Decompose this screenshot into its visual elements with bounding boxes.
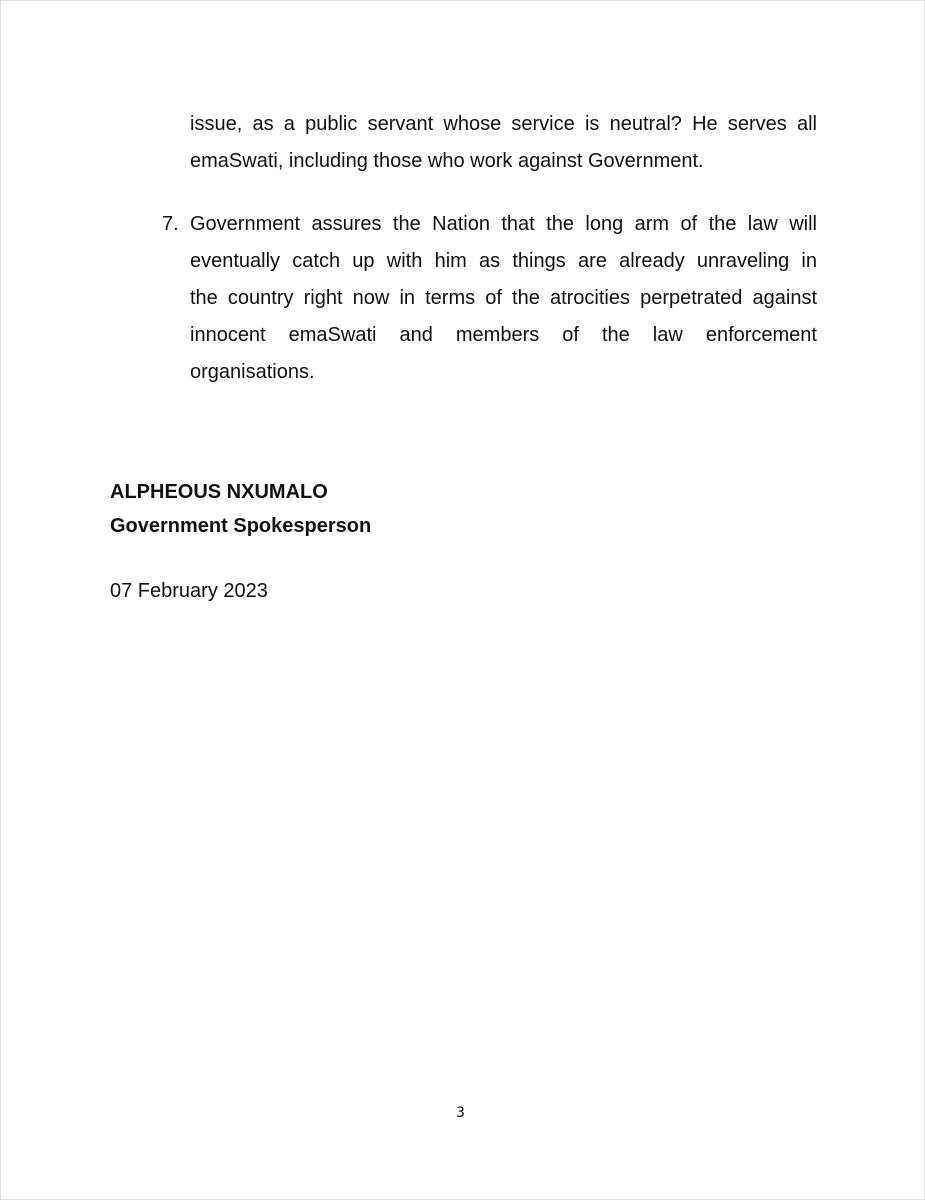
paragraph-line: the country right now in terms of the atrocities perpetrated against xyxy=(190,287,817,309)
paragraph-line: eventually catch up with him as things are already unraveling in xyxy=(190,250,817,272)
continuation-paragraph xyxy=(190,106,817,180)
page-number: 3 xyxy=(456,1105,465,1121)
paragraph-line: Government assures the Nation that the long arm of the law will xyxy=(190,213,817,235)
paragraph-line: issue, as a public servant whose service is neutral? He serves all xyxy=(190,113,817,135)
signatory-title: Government Spokesperson xyxy=(110,515,372,537)
paragraph-line: organisations. xyxy=(190,361,315,383)
document-date: 07 February 2023 xyxy=(110,580,268,602)
signatory-name: ALPHEOUS NXUMALO xyxy=(110,481,328,503)
paragraph-line: emaSwati, including those who work against Government. xyxy=(190,150,704,172)
paragraph-line: innocent emaSwati and members of the law enforcement xyxy=(190,324,817,346)
list-item-number: 7. xyxy=(162,213,179,235)
list-item-paragraph xyxy=(190,206,817,391)
